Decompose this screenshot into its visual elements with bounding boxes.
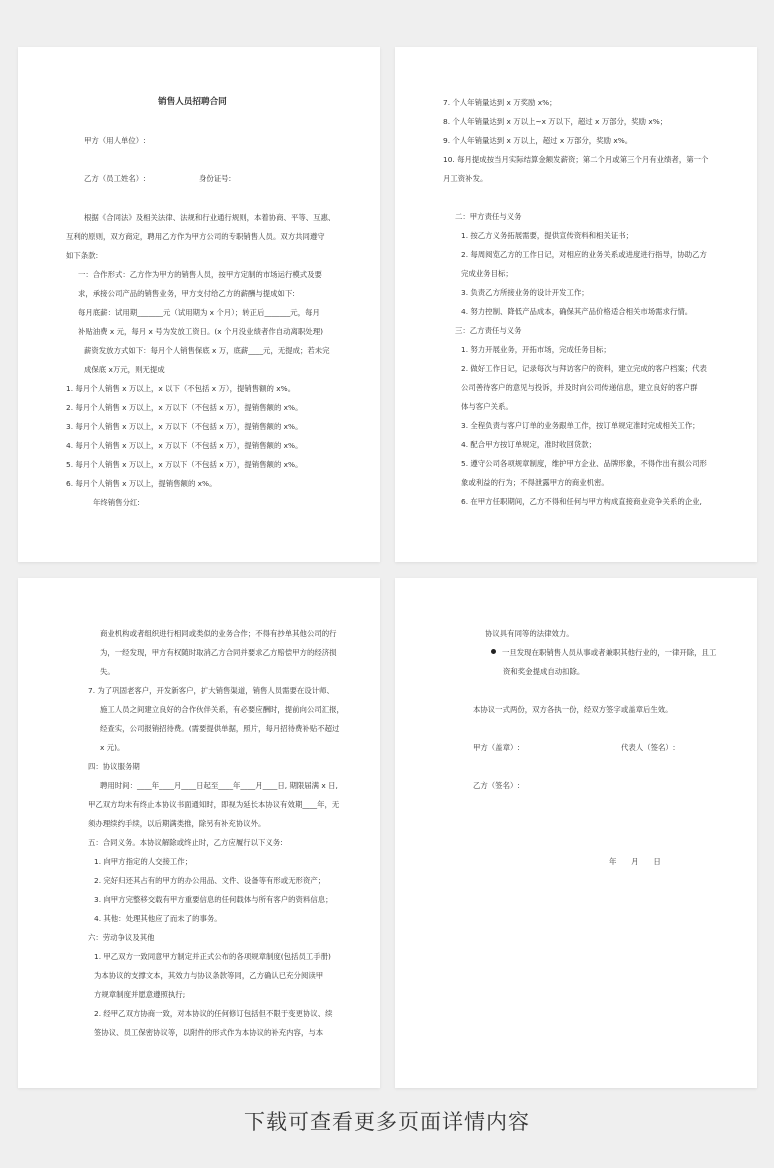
date-line: 年 月 日 xyxy=(609,857,661,866)
section-line: 成保底 x万元，则无提成 xyxy=(84,365,165,374)
intro-line: 根据《合同法》及相关法律、法规和行业通行规则，本着协商、平等、互惠、 xyxy=(84,213,336,222)
party-b-label: 乙方（员工姓名）: xyxy=(84,174,146,183)
bullet-icon xyxy=(491,649,496,654)
id-number-label: 身份证号: xyxy=(199,174,232,183)
duty-item: 5. 遵守公司各项规章制度，维护甲方企业、品牌形象，不得作出有损公司形 xyxy=(461,459,707,468)
duty-item: 3. 负责乙方所接业务的设计开发工作； xyxy=(461,288,589,297)
contract-page-1 xyxy=(18,47,380,562)
contract-page-3 xyxy=(18,578,380,1088)
bullet-text: 一旦发现在职销售人员从事或者兼职其他行业的，一律开除，且工 xyxy=(502,648,717,657)
commission-item: 5. 每月个人销售 x 万以上，x 万以下（不包括 x 万），提销售额的 x%。 xyxy=(66,460,303,469)
section-heading: 三：乙方责任与义务 xyxy=(455,326,522,335)
duty-item: 体与客户关系。 xyxy=(461,402,513,411)
representative-label: 代表人（签名）: xyxy=(621,743,676,752)
body-line: 须办理续约手续，以后期满类推，除另有补充协议外。 xyxy=(88,819,266,828)
intro-line: 如下条款: xyxy=(66,251,99,260)
body-line: 方规章制度并愿意遵照执行; xyxy=(94,990,186,999)
body-line: 2. 完好归还其占有的甲方的办公用品、文件、设备等有形或无形资产； xyxy=(94,876,326,885)
party-b-sign-label: 乙方（签名）: xyxy=(473,781,520,790)
body-line: 甲乙双方均未有终止本协议书面通知时，即视为延长本协议有效期____年，无 xyxy=(88,800,340,809)
commission-item: 1. 每月个人销售 x 万以上，x 以下（不包括 x 万），提销售额的 x%。 xyxy=(66,384,296,393)
page-title: 销售人员招聘合同 xyxy=(158,97,227,107)
commission-item: 2. 每月个人销售 x 万以上，x 万以下（不包括 x 万），提销售额的 x%。 xyxy=(66,403,303,412)
bullet-line xyxy=(491,643,716,662)
duty-item: 3. 全程负责与客户订单的业务跟单工作，按订单规定准时完成相关工作； xyxy=(461,421,700,430)
section-line: 一：合作形式：乙方作为甲方的销售人员，按甲方定制的市场运行模式及要 xyxy=(78,270,322,279)
body-line: 商业机构或者组织进行相同或类似的业务合作；不得有抄单其他公司的行 xyxy=(100,629,337,638)
section-line: 薪资发放方式如下：每月个人销售保底 x 万，底薪____元，无提成；若未完 xyxy=(84,346,330,355)
body-line: 为本协议的支撑文本，其效力与协议条款等同，乙方确认已充分阅读甲 xyxy=(94,971,324,980)
bonus-item: 9. 个人年销量达到 x 万以上，超过 x 万部分，奖励 x%。 xyxy=(443,136,633,145)
body-line: 2. 经甲乙双方协商一致，对本协议的任何修订包括但不限于变更协议、续 xyxy=(94,1009,333,1018)
contract-page-2 xyxy=(395,47,757,562)
section-heading: 六：劳动争议及其他 xyxy=(88,933,155,942)
body-line: 1. 甲乙双方一致同意甲方制定并正式公布的各项规章制度(包括员工手册) xyxy=(94,952,331,961)
duty-item: 完成业务目标； xyxy=(461,269,513,278)
year-end-bonus-label: 年终销售分红: xyxy=(93,498,140,507)
section-line: 补贴油费 x 元，每月 x 号为发放工资日。(x 个月没业绩者作自动离职处理) xyxy=(78,327,323,336)
duty-item: 公司善待客户的意见与投诉，并及时向公司传递信息，建立良好的客户群 xyxy=(461,383,698,392)
contract-page-4 xyxy=(395,578,757,1088)
duty-item: 2. 每周阅览乙方的工作日记，对相应的业务关系或进度进行指导，协助乙方 xyxy=(461,250,707,259)
section-heading: 五：合同义务。本协议解除或终止时，乙方应履行以下义务: xyxy=(88,838,283,847)
body-line: 为，一经发现，甲方有权随时取消乙方合同并要求乙方赔偿甲方的经济损 xyxy=(100,648,337,657)
body-line: 资和奖金提成自动扣除。 xyxy=(503,667,585,676)
section-heading: 二：甲方责任与义务 xyxy=(455,212,522,221)
duty-item: 1. 按乙方义务拓展需要，提供宣传资料和相关证书； xyxy=(461,231,633,240)
body-line: 7. 为了巩固老客户，开发新客户，扩大销售渠道，销售人员需要在设计师、 xyxy=(88,686,334,695)
body-line: 经查实，公司报销招待费。(需要提供单据，照片，每月招待费补贴不超过 xyxy=(100,724,340,733)
more-pages-caption: 下载可查看更多页面详情内容 xyxy=(244,1110,530,1134)
duty-item: 4. 努力控制、降低产品成本，确保其产品价格适合相关市场需求行情。 xyxy=(461,307,693,316)
section-line: 每月底薪：试用期_______元（试用期为 x 个月）；转正后_______元，每月 xyxy=(78,308,320,317)
bonus-item: 10. 每月提成按当月实际结算金额发薪资；第二个月或第三个月有业绩者，第一个 xyxy=(443,155,709,164)
duty-item: 象或利益的行为；不得泄露甲方的商业机密。 xyxy=(461,478,609,487)
commission-item: 3. 每月个人销售 x 万以上，x 万以下（不包括 x 万），提销售额的 x%。 xyxy=(66,422,303,431)
body-line: 施工人员之间建立良好的合作伙伴关系，有必要应酬时，提前向公司汇报， xyxy=(100,705,344,714)
intro-line: 互利的原则，双方商定，聘用乙方作为甲方公司的专职销售人员。双方共同遵守 xyxy=(66,232,325,241)
duty-item: 6. 在甲方任职期间，乙方不得和任何与甲方构成直接商业竞争关系的企业, xyxy=(461,497,702,506)
commission-item: 4. 每月个人销售 x 万以上，x 万以下（不包括 x 万），提销售额的 x%。 xyxy=(66,441,303,450)
body-line: 失。 xyxy=(100,667,115,676)
body-line: x 元)。 xyxy=(100,743,125,752)
bonus-item: 月工资补发。 xyxy=(443,174,488,183)
commission-item: 6. 每月个人销售 x 万以上，提销售额的 x%。 xyxy=(66,479,217,488)
copies-clause: 本协议一式两份，双方各执一份，经双方签字或盖章后生效。 xyxy=(473,705,673,714)
duty-item: 2. 做好工作日记，记录每次与拜访客户的资料，建立完成的客户档案；代表 xyxy=(461,364,707,373)
body-line: 3. 向甲方完整移交载有甲方重要信息的任何载体与所有客户的资料信息； xyxy=(94,895,333,904)
body-line: 签协议、员工保密协议等，以附件的形式作为本协议的补充内容，与本 xyxy=(94,1028,324,1037)
section-line: 求，承接公司产品的销售业务，甲方支付给乙方的薪酬与提成如下: xyxy=(78,289,295,298)
party-a-label: 甲方（用人单位）: xyxy=(84,136,146,145)
bonus-item: 7. 个人年销量达到 x 万奖励 x%； xyxy=(443,98,557,107)
section-heading: 四：协议服务期 xyxy=(88,762,140,771)
party-a-seal-label: 甲方（盖章）: xyxy=(473,743,520,752)
bonus-item: 8. 个人年销量达到 x 万以上~x 万以下，超过 x 万部分，奖励 x%； xyxy=(443,117,668,126)
duty-item: 1. 努力开展业务，开拓市场，完成任务目标； xyxy=(461,345,611,354)
duty-item: 4. 配合甲方按订单规定，准时收回货款； xyxy=(461,440,597,449)
body-line: 4. 其他：处理其他应了而未了的事务。 xyxy=(94,914,222,923)
body-line: 1. 向甲方指定的人交接工作； xyxy=(94,857,193,866)
body-line: 协议具有同等的法律效力。 xyxy=(485,629,574,638)
body-line: 聘用时间：____年____月____日起至____年____月____日, 期限届满 x 日, xyxy=(100,781,338,790)
